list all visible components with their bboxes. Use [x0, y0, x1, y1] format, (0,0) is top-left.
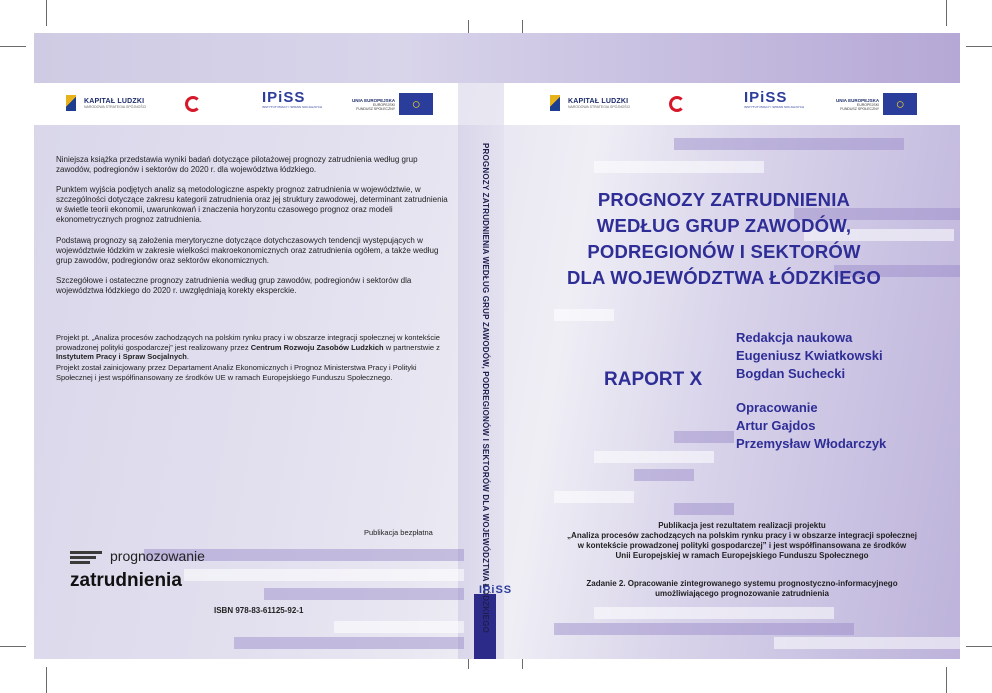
project-text: Projekt pt. „Analiza procesów zachodzących na polskim rynku pracy i w obszarze integracji społecznej w kontekście prowadzonej polityki gospodarczej” jest realizowany przez	[56, 333, 440, 352]
decorative-stripe	[674, 431, 734, 443]
back-paragraph: Niniejsza książka przedstawia wyniki badań dotyczące pilotażowej prognozy zatrudnienia według grup zawodów, podregionów i sektorów do 2020 r. dla województwa łódzkiego.	[56, 155, 418, 174]
author-name: Przemysław Włodarczyk	[736, 436, 887, 451]
crop-mark	[966, 646, 992, 647]
ipiss-logo-subtext: INSTYTUT PRACY I SPRAW SOCJALNYCH	[744, 105, 805, 109]
publication-line: Publikacja jest rezultatem realizacji projektu	[658, 521, 826, 530]
main-title	[554, 187, 894, 291]
publication-line: Unii Europejskiej w ramach Europejskiego Funduszu Społecznego	[615, 551, 869, 560]
decorative-stripe	[554, 491, 634, 503]
task-note	[542, 579, 942, 599]
project-text: .	[186, 352, 189, 361]
ipiss-logo	[262, 91, 322, 109]
brand-prognozowanie: prognozowanie	[110, 548, 205, 564]
publication-note	[542, 521, 942, 561]
decorative-stripe	[334, 621, 464, 633]
spine-title: PROGNOZY ZATRUDNIENIA WEDŁUG GRUP ZAWODÓW, PODREGIONÓW I SEKTORÓW DLA WOJEWÓDZTWA ŁÓDZKIEGO	[481, 143, 490, 634]
crop-mark	[946, 0, 947, 26]
ring-icon	[666, 93, 686, 113]
kapital-ludzki-icon	[64, 93, 80, 113]
task-line: umożliwiającego prognozowanie zatrudnienia	[655, 589, 829, 598]
crop-mark	[946, 667, 947, 693]
eu-logo	[352, 93, 433, 115]
back-paragraph: Podstawą prognozy są założenia merytoryczne dotyczące dotychczasowych tendencji występujących w województwie łódzkim w zakresie wielkości makroekonomicznych oraz zatrudnienia ogółem, a także według grup zawodów, podregionów oraz sektorów ekonomicznych.	[56, 236, 439, 265]
decorative-stripe	[184, 569, 464, 581]
eu-subtitle: EUROPEJSKI	[372, 102, 396, 107]
project-org: Instytutem Pracy i Spraw Socjalnych	[56, 352, 187, 361]
crop-mark	[46, 667, 47, 693]
isbn: ISBN 978-83-61125-92-1	[214, 606, 304, 615]
ipiss-logo-text: IPiSS	[744, 89, 788, 106]
project-paragraph	[56, 333, 448, 362]
decorative-stripe	[674, 503, 734, 515]
publication-line: w kontekście prowadzonej polityki gospodarczej” i jest współfinansowana ze środków	[577, 541, 907, 550]
top-band	[34, 33, 960, 83]
kapital-ludzki-logo	[64, 93, 146, 113]
crop-mark	[468, 20, 469, 34]
crop-mark	[966, 46, 992, 47]
eu-title: UNIA EUROPEJSKA	[352, 97, 396, 103]
back-paragraph: Szczegółowe i ostateczne prognozy zatrudnienia według grup zawodów, podregionów i sektorów dla województwa łódzkiego do 2020 r. uwzględniają korekty eksperckie.	[56, 276, 412, 295]
eu-flag-icon: ○	[399, 93, 433, 115]
ring-logo	[182, 93, 202, 113]
decorative-stripe	[674, 138, 904, 150]
eu-flag-icon: ○	[883, 93, 917, 115]
eu-title: UNIA EUROPEJSKA	[836, 97, 880, 103]
editor-name: Bogdan Suchecki	[736, 366, 846, 381]
decorative-stripe	[554, 623, 854, 635]
back-paragraph: Punktem wyjścia podjętych analiz są metodologiczne aspekty prognoz zatrudnienia w województwie, w szczególności dotyczące zakresu kategorii zatrudnienia oraz jej struktury zawodowej, determinant zatrudnienia w świetle teorii ekonomii, uwarunkowań i znaczenia horyzontu czasowego prognoz oraz modeli ekonometrycznych prognoz zatrudnienia.	[56, 185, 448, 224]
publication-line: „Analiza procesów zachodzących na polskim rynku pracy i w obszarze integracji społecznej	[567, 531, 917, 540]
kapital-ludzki-text: KAPITAŁ LUDZKI	[568, 97, 629, 105]
project-org: Centrum Rozwoju Zasobów Ludzkich	[250, 342, 384, 352]
project-paragraph: Projekt został zainicjowany przez Departament Analiz Ekonomicznych i Prognoz Ministerstwa Pracy i Polityki Społecznej i jest współfinansowany ze środków UE w ramach Europejskiego Funduszu Społecznego.	[56, 363, 417, 382]
title-line: PODREGIONÓW I SEKTORÓW	[587, 241, 861, 262]
eu-logo	[836, 93, 917, 115]
decorative-stripe	[264, 588, 464, 600]
crop-mark	[0, 46, 26, 47]
decorative-stripe	[634, 469, 694, 481]
spine-logo: IPiSS	[479, 584, 513, 596]
eu-subtitle: EUROPEJSKI	[856, 102, 880, 107]
editor-name: Eugeniusz Kwiatkowski	[736, 348, 883, 363]
kapital-ludzki-text: KAPITAŁ LUDZKI	[84, 97, 145, 105]
prognozowanie-bars-icon	[70, 551, 102, 565]
decorative-stripe	[594, 607, 834, 619]
author-name: Artur Gajdos	[736, 418, 816, 433]
ring-icon	[182, 93, 202, 113]
crop-mark	[46, 0, 47, 26]
free-publication-note: Publikacja bezpłatna	[364, 528, 433, 537]
crop-mark	[0, 646, 26, 647]
ring-logo	[666, 93, 686, 113]
eu-subtitle: FUNDUSZ SPOŁECZNY	[356, 106, 396, 111]
kapital-ludzki-logo	[548, 93, 630, 113]
decorative-stripe	[594, 161, 764, 173]
decorative-stripe	[234, 637, 464, 649]
kapital-ludzki-subtext: NARODOWA STRATEGIA SPÓJNOŚCI	[84, 104, 147, 109]
brand-zatrudnienia: zatrudnienia	[70, 570, 182, 591]
book-cover	[34, 33, 960, 659]
project-text: w partnerstwie z	[383, 342, 440, 352]
ipiss-logo-subtext: INSTYTUT PRACY I SPRAW SOCJALNYCH	[262, 105, 323, 109]
task-line: Zadanie 2. Opracowanie zintegrowanego systemu prognostyczno-informacyjnego	[586, 579, 898, 588]
ipiss-logo	[744, 91, 804, 109]
ipiss-logo-text: IPiSS	[262, 89, 306, 106]
authors-label: Opracowanie	[736, 400, 818, 415]
decorative-stripe	[594, 451, 714, 463]
title-line: PROGNOZY ZATRUDNIENIA	[597, 189, 851, 210]
eu-subtitle: FUNDUSZ SPOŁECZNY	[840, 106, 880, 111]
decorative-stripe	[774, 637, 960, 649]
decorative-stripe	[554, 309, 614, 321]
kapital-ludzki-subtext: NARODOWA STRATEGIA SPÓJNOŚCI	[568, 104, 631, 109]
crop-mark	[522, 20, 523, 34]
title-line: DLA WOJEWÓDZTWA ŁÓDZKIEGO	[567, 267, 881, 288]
kapital-ludzki-icon	[548, 93, 564, 113]
editors-label: Redakcja naukowa	[736, 330, 853, 345]
title-line: WEDŁUG GRUP ZAWODÓW,	[596, 215, 852, 236]
report-number: RAPORT X	[604, 369, 703, 390]
